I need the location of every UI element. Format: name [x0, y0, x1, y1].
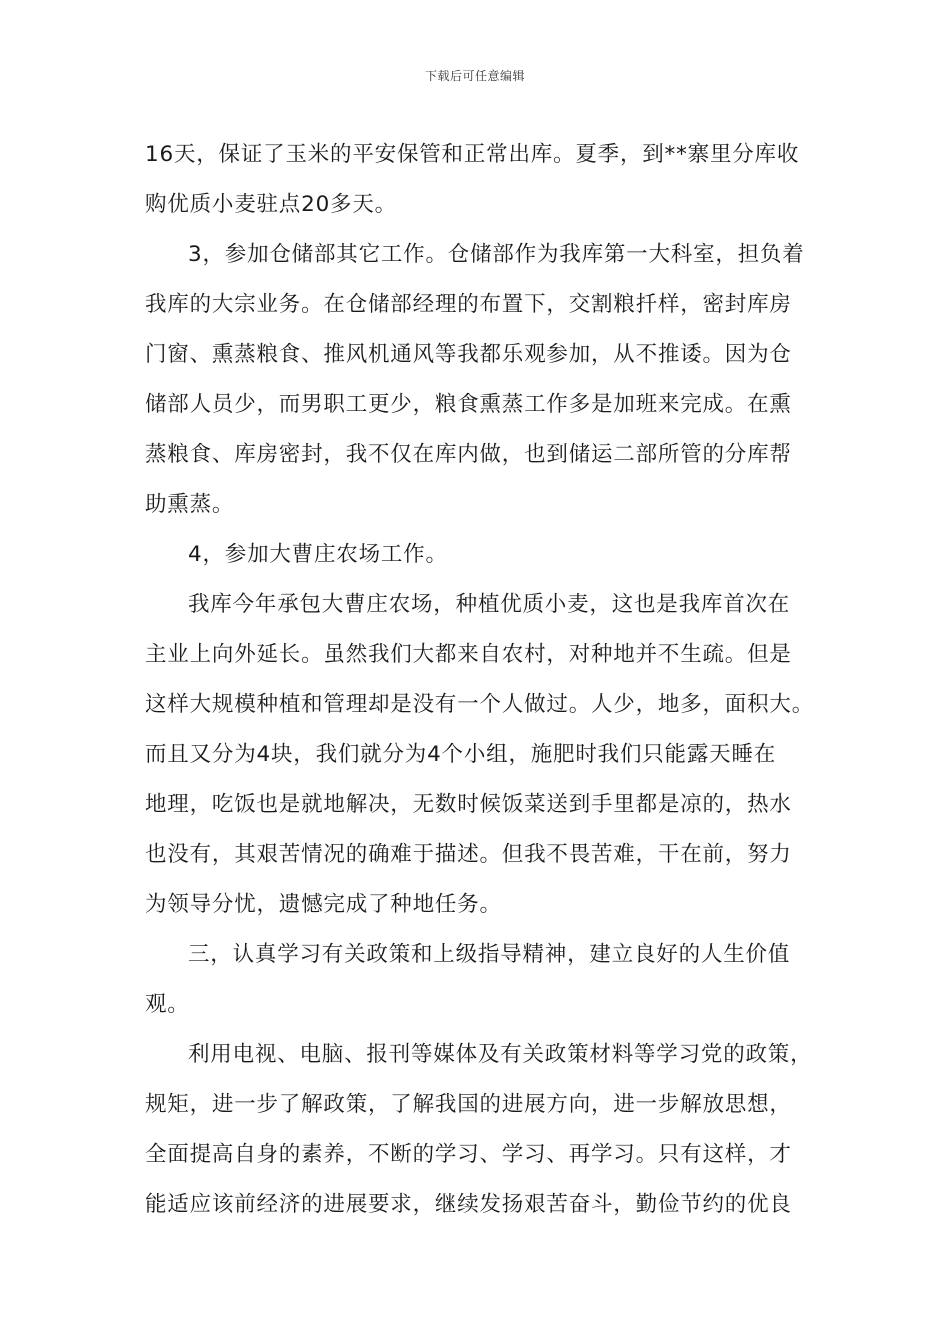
text-line: 利用电视、电脑、报刊等媒体及有关政策材料等学习党的政策，: [188, 1042, 813, 1067]
text-line: 我库今年承包大曹庄农场，种植优质小麦，这也是我库首次在: [188, 592, 791, 617]
text-line: 4，参加大曹庄农场工作。: [188, 542, 448, 567]
text-line: 规矩，进一步了解政策，了解我国的进展方向，进一步解放思想，: [145, 1092, 792, 1117]
text-line: 全面提高自身的素养，不断的学习、学习、再学习。只有这样，才: [145, 1142, 792, 1167]
text-line: 三，认真学习有关政策和上级指导精神，建立良好的人生价值: [188, 942, 791, 967]
text-line: 16天，保证了玉米的平安保管和正常出库。夏季，到**寨里分库收: [145, 142, 800, 167]
text-line: 为领导分忧，遗憾完成了种地任务。: [145, 892, 502, 917]
text-line: 地理，吃饭也是就地解决，无数时候饭菜送到手里都是凉的，热水: [145, 792, 792, 817]
text-line: 主业上向外延长。虽然我们大都来自农村，对种地并不生疏。但是: [145, 642, 792, 667]
text-line: 我库的大宗业务。在仓储部经理的布置下，交割粮扦样，密封库房: [145, 292, 792, 317]
text-line: 也没有，其艰苦情况的确难于描述。但我不畏苦难，干在前，努力: [145, 842, 792, 867]
header-note: 下载后可任意编辑: [424, 69, 525, 83]
text-line: 观。: [145, 992, 190, 1017]
text-line: 这样大规模种植和管理却是没有一个人做过。人少，地多，面积大。: [145, 692, 815, 717]
text-line: 助熏蒸。: [145, 492, 235, 517]
text-line: 而且又分为4块，我们就分为4个小组，施肥时我们只能露天睡在: [145, 742, 777, 767]
text-line: 储部人员少，而男职工更少，粮食熏蒸工作多是加班来完成。在熏: [145, 392, 792, 417]
text-line: 3，参加仓储部其它工作。仓储部作为我库第一大科室，担负着: [188, 242, 805, 267]
text-line: 能适应该前经济的进展要求，继续发扬艰苦奋斗，勤俭节约的优良: [145, 1192, 792, 1217]
text-line: 门窗、熏蒸粮食、推风机通风等我都乐观参加，从不推诿。因为仓: [145, 342, 792, 367]
text-line: 蒸粮食、库房密封，我不仅在库内做，也到储运二部所管的分库帮: [145, 442, 792, 467]
body-text: [145, 130, 825, 1230]
text-line: 购优质小麦驻点20多天。: [145, 192, 397, 217]
